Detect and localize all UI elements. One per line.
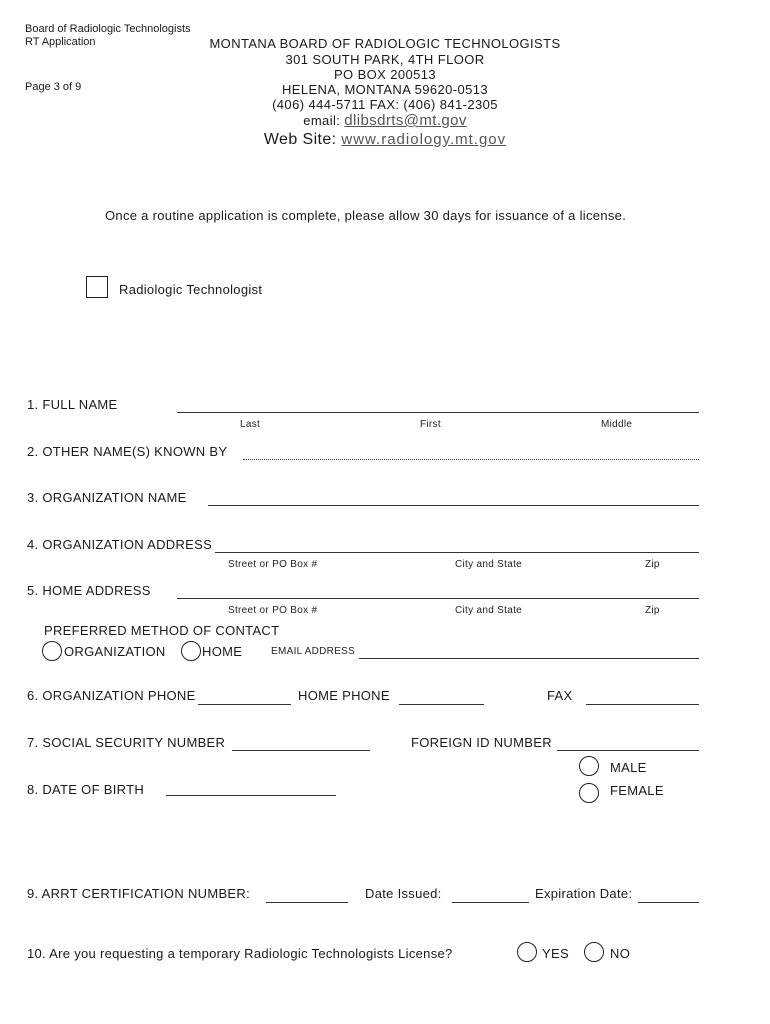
arrt-label: 9. ARRT CERTIFICATION NUMBER: (27, 886, 250, 901)
org-address-label: 4. ORGANIZATION ADDRESS (27, 537, 213, 552)
org-city-caption: City and State (455, 559, 523, 570)
board-title: MONTANA BOARD OF RADIOLOGIC TECHNOLOGISTS (209, 36, 561, 51)
home-address-label: 5. HOME ADDRESS (27, 583, 151, 598)
arrt-input[interactable] (266, 902, 348, 903)
org-name-label: 3. ORGANIZATION NAME (27, 490, 187, 505)
other-names-input[interactable] (243, 459, 699, 460)
temp-no-label: NO (610, 946, 631, 961)
home-city-caption: City and State (455, 605, 523, 616)
email-link[interactable]: dlibsdrts@mt.gov (344, 112, 467, 129)
address-line-3: HELENA, MONTANA 59620-0513 (282, 82, 488, 97)
temp-yes-radio[interactable] (517, 942, 537, 962)
last-name-caption: Last (240, 419, 261, 430)
full-name-input[interactable] (177, 412, 699, 413)
org-phone-input[interactable] (198, 704, 291, 705)
org-address-input[interactable] (215, 552, 699, 553)
home-street-caption: Street or PO Box # (228, 605, 318, 616)
home-contact-radio[interactable] (181, 641, 201, 661)
foreign-id-input[interactable] (557, 750, 699, 751)
temp-yes-label: YES (542, 946, 569, 961)
temp-no-radio[interactable] (584, 942, 604, 962)
email-label: email: (303, 113, 341, 128)
home-phone-input[interactable] (399, 704, 484, 705)
temp-license-question: 10. Are you requesting a temporary Radiologic Technologists License? (27, 946, 453, 961)
org-name-input[interactable] (208, 505, 699, 506)
org-phone-label: 6. ORGANIZATION PHONE (27, 688, 196, 703)
male-radio[interactable] (579, 756, 599, 776)
board-name: Board of Radiologic Technologists (25, 23, 191, 35)
phone-fax: (406) 444-5711 FAX: (406) 841-2305 (272, 97, 498, 112)
date-issued-input[interactable] (452, 902, 529, 903)
rt-license-label: Radiologic Technologist (119, 282, 263, 297)
org-zip-caption: Zip (645, 559, 660, 570)
dob-label: 8. DATE OF BIRTH (27, 782, 145, 797)
fax-label: FAX (547, 688, 573, 703)
page-number: Page 3 of 9 (25, 81, 82, 93)
email-address-label: EMAIL ADDRESS (271, 646, 356, 657)
ssn-label: 7. SOCIAL SECURITY NUMBER (27, 735, 226, 750)
full-name-label: 1. FULL NAME (27, 397, 118, 412)
male-label: MALE (610, 760, 647, 775)
address-line-1: 301 SOUTH PARK, 4TH FLOOR (285, 52, 485, 67)
expiration-label: Expiration Date: (535, 886, 633, 901)
website-link[interactable]: www.radiology.mt.gov (341, 131, 507, 148)
rt-license-checkbox[interactable] (86, 276, 108, 298)
fax-input[interactable] (586, 704, 699, 705)
ssn-input[interactable] (232, 750, 370, 751)
dob-input[interactable] (166, 795, 336, 796)
first-name-caption: First (420, 419, 441, 430)
female-radio[interactable] (579, 783, 599, 803)
expiration-input[interactable] (638, 902, 699, 903)
processing-notice: Once a routine application is complete, please allow 30 days for issuance of a license. (105, 208, 627, 223)
home-address-input[interactable] (177, 598, 699, 599)
application-name: RT Application (25, 36, 96, 48)
home-contact-label: HOME (202, 644, 243, 659)
address-line-2: PO BOX 200513 (333, 67, 437, 82)
foreign-id-label: FOREIGN ID NUMBER (411, 735, 552, 750)
website-label: Web Site: (263, 131, 337, 148)
middle-name-caption: Middle (601, 419, 633, 430)
website-line (185, 131, 585, 149)
email-line (185, 112, 585, 129)
home-zip-caption: Zip (645, 605, 660, 616)
home-phone-label: HOME PHONE (298, 688, 390, 703)
other-names-label: 2. OTHER NAME(S) KNOWN BY (27, 444, 228, 459)
org-street-caption: Street or PO Box # (228, 559, 318, 570)
female-label: FEMALE (610, 783, 664, 798)
date-issued-label: Date Issued: (365, 886, 442, 901)
email-address-input[interactable] (359, 658, 699, 659)
org-contact-radio[interactable] (42, 641, 62, 661)
org-contact-label: ORGANIZATION (64, 644, 166, 659)
preferred-contact-label: PREFERRED METHOD OF CONTACT (44, 623, 280, 638)
